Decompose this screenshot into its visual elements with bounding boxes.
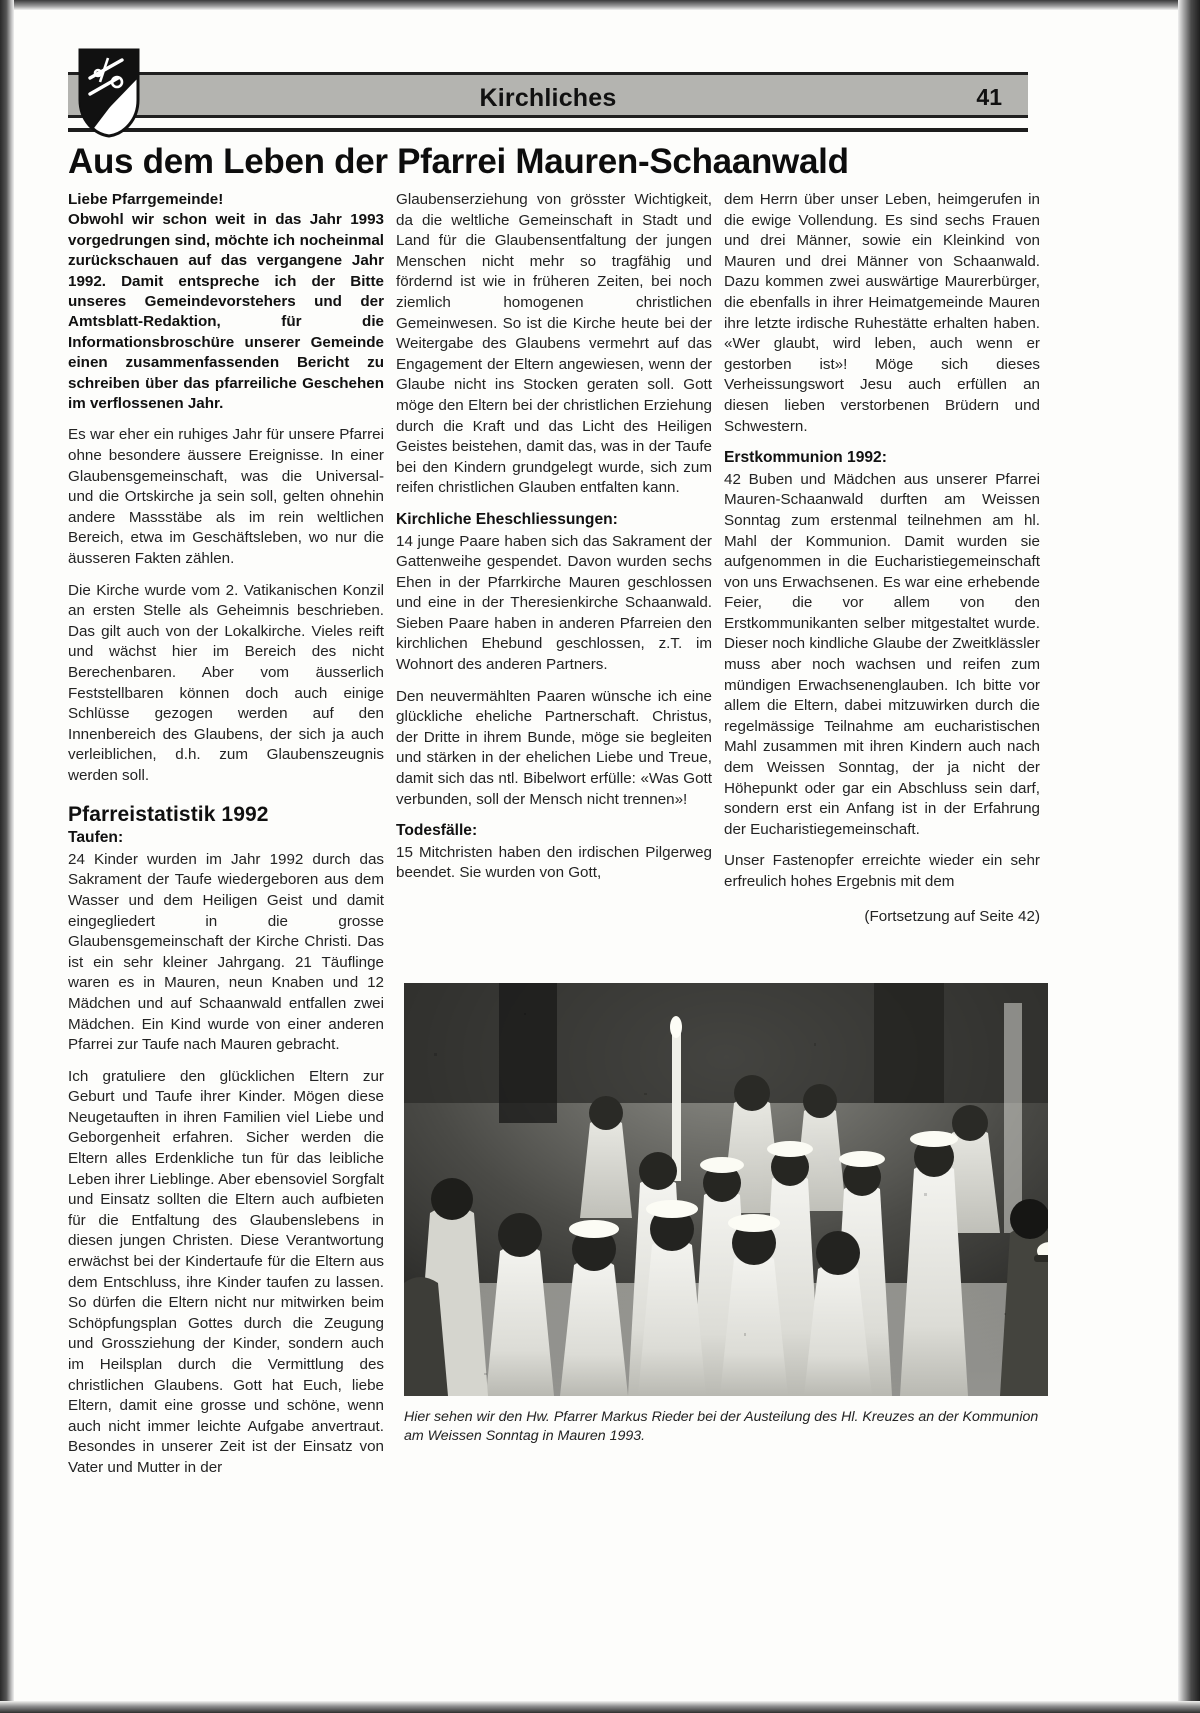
page-headline: Aus dem Leben der Pfarrei Mauren-Schaanwald [68, 142, 849, 181]
paragraph: Ich gratuliere den glücklichen Eltern zur Geburt und Taufe ihrer Kinder. Mögen diese Neugetauften in ihren Familien viel Liebe und Geborgenheit erfahren. Sicher werden die Eltern alles Erdenkliche tun für das leibliche Leben ihrer Lieblinge. Aber ebensoviel Sorgfalt und Einsatz sollten die Eltern auch aufbieten für die Entfaltung des Glaubenslebens in diesen jungen Christen. Diese Verantwortung erwächst bei der Kindertaufe für die Eltern aus dem Entschluss, ihre Kinder taufen zu lassen. So dürfen die Eltern nicht nur mitwirken beim Schöpfungsplan Gottes durch die Zeugung und Grossziehung der Kinder, sondern auch im Heilsplan durch die Vermittlung des christlichen Glaubens. Gott hat Euch, liebe Eltern, damit eine grosse und schöne, wenn auch nicht immer leichte Aufgabe anvertraut. Besondes in unserer Zeit ist der Einsatz von Vater und Mutter in der [68, 1067, 384, 1476]
scan-edge-bottom [0, 1701, 1200, 1713]
sub-heading-taufen: Taufen: [68, 829, 124, 847]
scan-edge-left [0, 0, 14, 1713]
paragraph: dem Herrn über unser Leben, heimgerufen in die ewige Vollendung. Es sind sechs Frauen und drei Männer, sowie ein Kleinkind von Mauren und drei Männer von Schaanwald. Dazu kommen zwei auswärtige Maurerbürger, die ebenfalls in ihrer Heimatgemeinde Mauren ihre letzte irdische Ruhestätte erhalten haben. «Wer glaubt, wird leben, auch wenn er gestorben ist»! Möge sich dieses Verheissungswort Jesu auch erfüllen an diesen lieben verstorbenen Brüdern und Schwestern. [724, 191, 1040, 435]
text-column-2 [396, 190, 712, 895]
coat-of-arms-icon [78, 48, 140, 138]
sub-heading-erstkommunion: Erstkommunion 1992: [724, 449, 887, 467]
paragraph: Die Kirche wurde vom 2. Vatikanischen Konzil an ersten Stelle als Geheimnis beschrieben. Das gilt auch von der Lokalkirche. Vieles reift und wächst hier im Bereich des nicht Berechenbaren. Aber vom äusserlich Feststellbaren können doch auch einige Schlüsse gezogen werden auf den Innenbereich des Glaubens, der sich ja auch verleiblichen, d.h. zum Glaubenszeugnis werden soll. [68, 581, 384, 784]
paragraph: Glaubenserziehung von grösster Wichtigkeit, da die weltliche Gemeinschaft in Stadt und Land für die Glaubensentfaltung der jungen Menschen nicht mehr so tragfähig und fördernd ist wie in früheren Zeiten, bei noch ziemlich homogenen christlichen Gemeinwesen. So ist die Kirche heute bei der Weitergabe des Glaubens vermehrt auf das Engagement der Eltern angewiesen, wenn der Glaube nicht ins Stocken geraten soll. Gott möge den Eltern bei der christlichen Erziehung durch die Kraft und das Licht des Heiligen Geistes beistehen, damit das, was in der Taufe bei den Kindern grundgelegt wurde, sich zum reifen christlichen Glauben entfalten kann. [396, 191, 712, 497]
paragraph: Den neuvermählten Paaren wünsche ich eine glückliche eheliche Partnerschaft. Christus, der Dritte in ihrem Bunde, möge sie begleiten und stärken in der ehelichen Liebe und Treue, damit sich das ntl. Bibelwort erfülle: «Was Gott verbunden, soll der Mensch nicht trennen»! [396, 687, 712, 808]
masthead-title: Kirchliches [479, 84, 617, 112]
communion-photograph [404, 983, 1048, 1396]
paragraph: 24 Kinder wurden im Jahr 1992 durch das Sakrament der Taufe wiedergeboren aus dem Wasser und dem Heiligen Geist und damit eingegliedert in die grosse Glaubensgemeinschaft der Kirche Christi. Das ist ein sehr kleiner Jahrgang. 21 Täuflinge waren es in Mauren, neun Knaben und 12 Mädchen und auf Schaanwald entfallen zwei Mädchen. Ein Kind wurde von einer anderen Pfarrei zur Taufe nach Mauren gebracht. [68, 850, 384, 1054]
lead-paragraph: Obwohl wir schon weit in das Jahr 1993 vorgedrungen sind, möchte ich nocheinmal zurückschauen auf das vergangene Jahr 1992. Damit entspreche ich der Bitte unseres Gemeindevorstehers und der Amtsblatt-Redaktion, für die Informationsbroschüre unserer Gemeinde einen zusammenfassenden Bericht zu schreiben über das pfarreiliche Geschehen im verflossenen Jahr. [68, 211, 384, 413]
photo-caption: Hier sehen wir den Hw. Pfarrer Markus Rieder bei der Austeilung des Hl. Kreuzes an der Kommunion am Weissen Sonntag in Mauren 1993. [404, 1409, 1039, 1444]
scan-edge-top [0, 0, 1200, 10]
continuation-note: (Fortsetzung auf Seite 42) [864, 907, 1040, 925]
paragraph: Unser Fastenopfer erreichte wieder ein sehr erfreulich hohes Ergebnis mit dem [724, 852, 1040, 890]
scan-edge-right [1178, 0, 1200, 1713]
paragraph: Es war eher ein ruhiges Jahr für unsere Pfarrei ohne besondere äussere Ereignisse. In einer Glaubensgemeinschaft, was die Universal- und die Ortskirche ja sein soll, gelten ohnehin andere Massstäbe als im rein weltlichen Bereich, etwa im Geschäftsleben, wo nur die äusseren Fakten zählen. [68, 426, 384, 568]
paragraph: 14 junge Paare haben sich das Sakrament der Gattenweihe gespendet. Davon wurden sechs Ehen in der Pfarrkirche Mauren geschlossen und eine in der Theresienkirche Schaanwald. Sieben Paare haben in anderen Pfarreien den kirchlichen Ehebund geschlossen, z.T. im Wohnort des anderen Partners. [396, 532, 712, 674]
text-column-3 [724, 190, 1040, 927]
text-column-1 [68, 190, 384, 1490]
section-heading-pfarreistatistik: Pfarreistatistik 1992 [68, 802, 269, 826]
masthead [68, 62, 1028, 134]
sub-heading-todesfaelle: Todesfälle: [396, 822, 478, 840]
sub-heading-eheschliessungen: Kirchliche Eheschliessungen: [396, 510, 618, 528]
paragraph: 42 Buben und Mädchen aus unserer Pfarrei Mauren-Schaanwald durften am Weissen Sonntag zum erstenmal teilnehmen am hl. Mahl der Kommunion. Damit wurden sie aufgenommen in die Eucharistiegemeinschaft von uns Erwachsenen. Es war eine erhebende Feier, die vor allem von den Erstkommunikanten selber mitgestaltet wurde. Dieser noch kindliche Glaube der Zweitklässler muss aber noch wachsen und reifen zum mündigen Erwachsenenglauben. Ich bitte vor allem die Eltern, dabei mitzuwirken durch die regelmässige Teilnahme am eucharistischen Mahl zusammen mit ihren Kindern auch nach dem Weissen Sonntag, der ja nicht der Höhepunkt oder gar ein Abschluss sein darf, sondern erst ein Anfang ist in der Erfahrung der Eucharistiegemeinschaft. [724, 470, 1040, 838]
paragraph: 15 Mitchristen haben den irdischen Pilgerweg beendet. Sie wurden von Gott, [396, 843, 712, 882]
salutation: Liebe Pfarrgemeinde! [68, 191, 224, 208]
masthead-underline [68, 128, 1028, 132]
page-number: 41 [976, 84, 1002, 110]
photo-frame [404, 983, 1048, 1396]
